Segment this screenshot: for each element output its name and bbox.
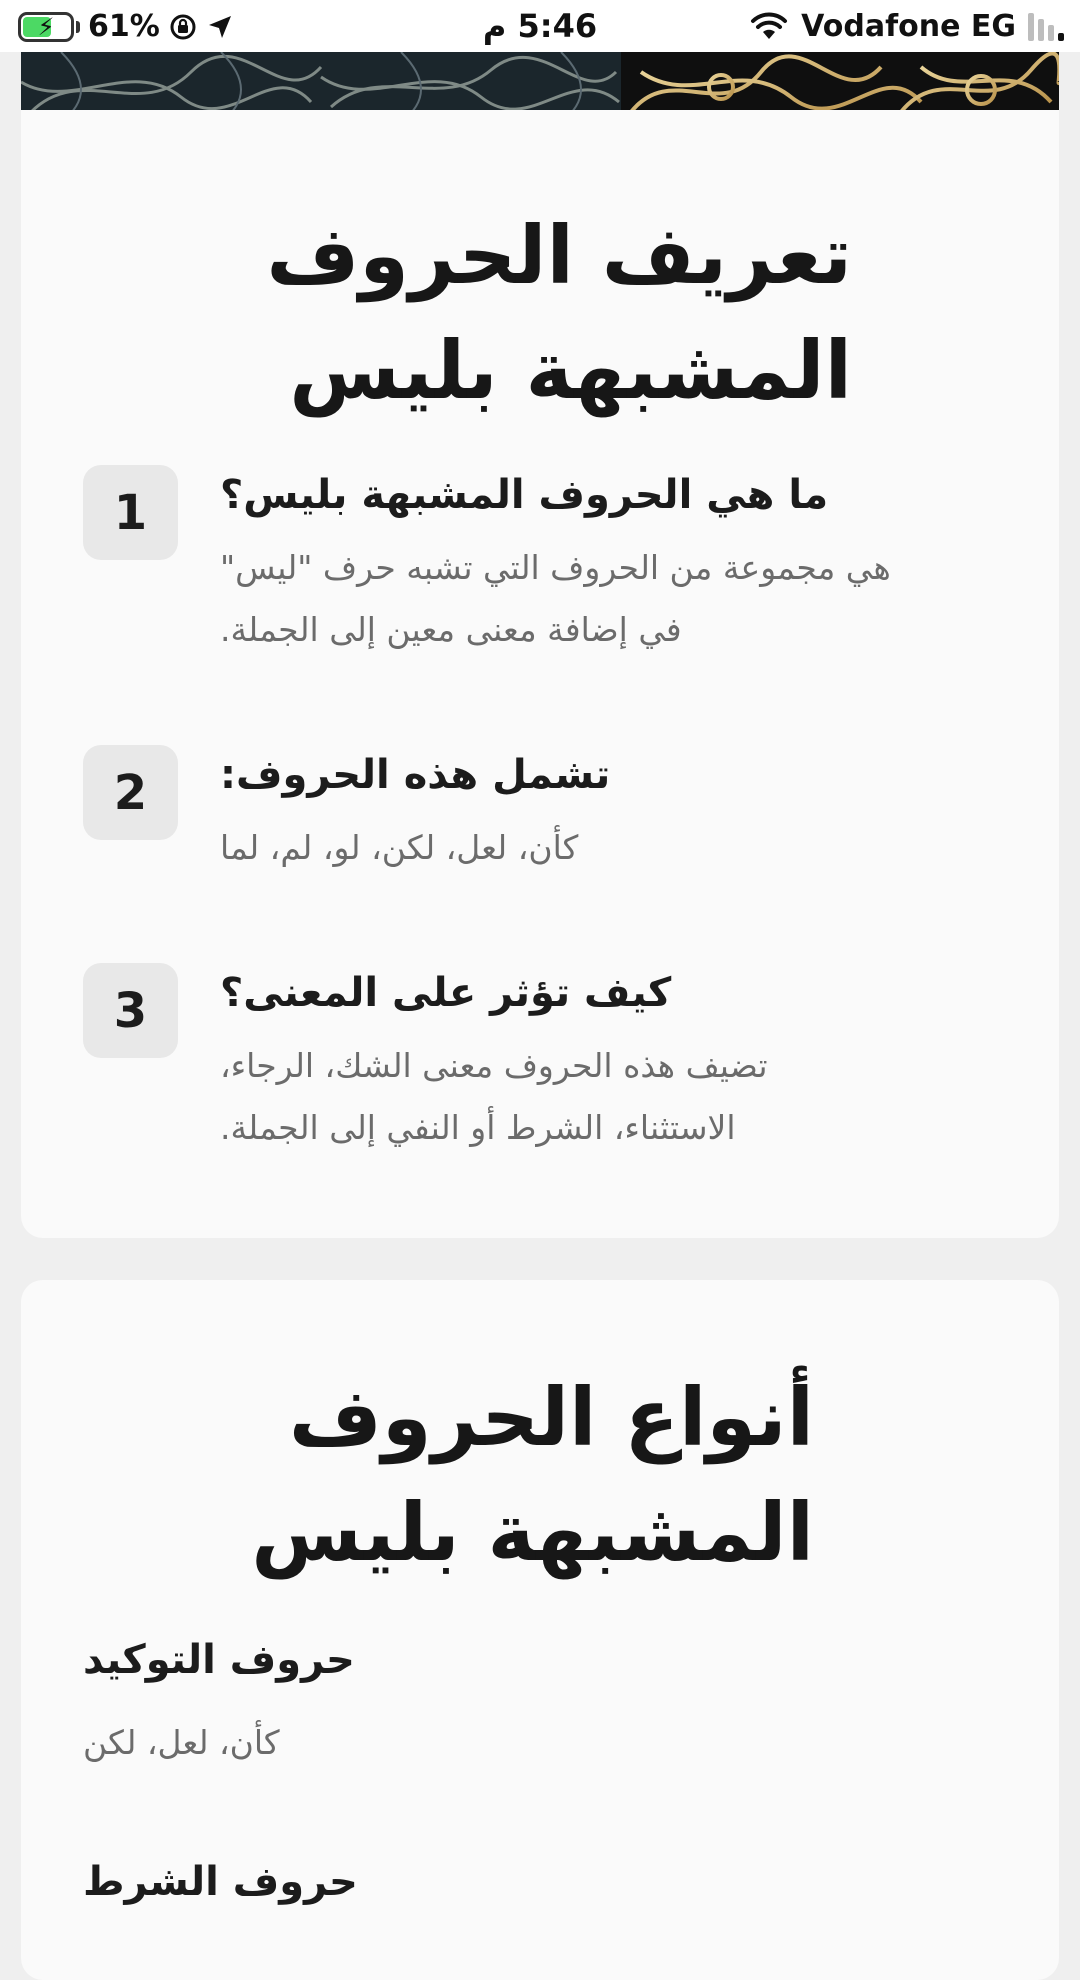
signal-bar-3: [1048, 25, 1054, 41]
signal-bar-2: [1038, 19, 1044, 41]
step-description: كأن، لعل، لكن، لو، لم، لما: [220, 828, 579, 867]
signal-bar-1: [1028, 13, 1034, 41]
types-card: [21, 1280, 1059, 1980]
definition-card: [21, 110, 1059, 1238]
step-number-badge: 2: [83, 745, 178, 840]
definition-title: تعريف الحروف المشبهة بليس: [266, 209, 852, 417]
battery-percent: 61%: [88, 9, 160, 44]
type-item-condition: [83, 1852, 999, 1912]
charging-bolt-icon: ⚡: [37, 12, 55, 41]
step-title: تشمل هذه الحروف:: [220, 752, 611, 798]
step-title: ما هي الحروف المشبهة بليس؟: [220, 472, 829, 518]
step-number-badge: 3: [83, 963, 178, 1058]
step-title: كيف تؤثر على المعنى؟: [220, 970, 672, 1016]
type-title: حروف الشرط: [83, 1859, 358, 1905]
type-title: حروف التوكيد: [83, 1637, 355, 1683]
step-body: [220, 745, 899, 879]
step-body: [220, 465, 899, 661]
signal-bar-4: [1058, 33, 1064, 41]
status-bar: [0, 0, 1080, 52]
carrier-name: Vodafone EG: [801, 9, 1016, 44]
status-right-group: [749, 9, 1064, 44]
types-title: أنواع الحروف المشبهة بليس: [251, 1371, 814, 1579]
cellular-signal-icon: [1028, 13, 1064, 41]
status-time: 5:46 م: [482, 7, 598, 45]
type-item-emphasis: [83, 1630, 999, 1768]
step-body: [220, 963, 899, 1159]
step-description: تضيف هذه الحروف معنى الشك، الرجاء، الاستثناء، الشرط أو النفي إلى الجملة.: [220, 1046, 768, 1147]
step-description: هي مجموعة من الحروف التي تشبه حرف "ليس" في إضافة معنى معين إلى الجملة.: [220, 548, 891, 649]
type-description: كأن، لعل، لكن: [83, 1723, 280, 1762]
step-number-badge: 1: [83, 465, 178, 560]
wifi-icon: [749, 12, 789, 42]
